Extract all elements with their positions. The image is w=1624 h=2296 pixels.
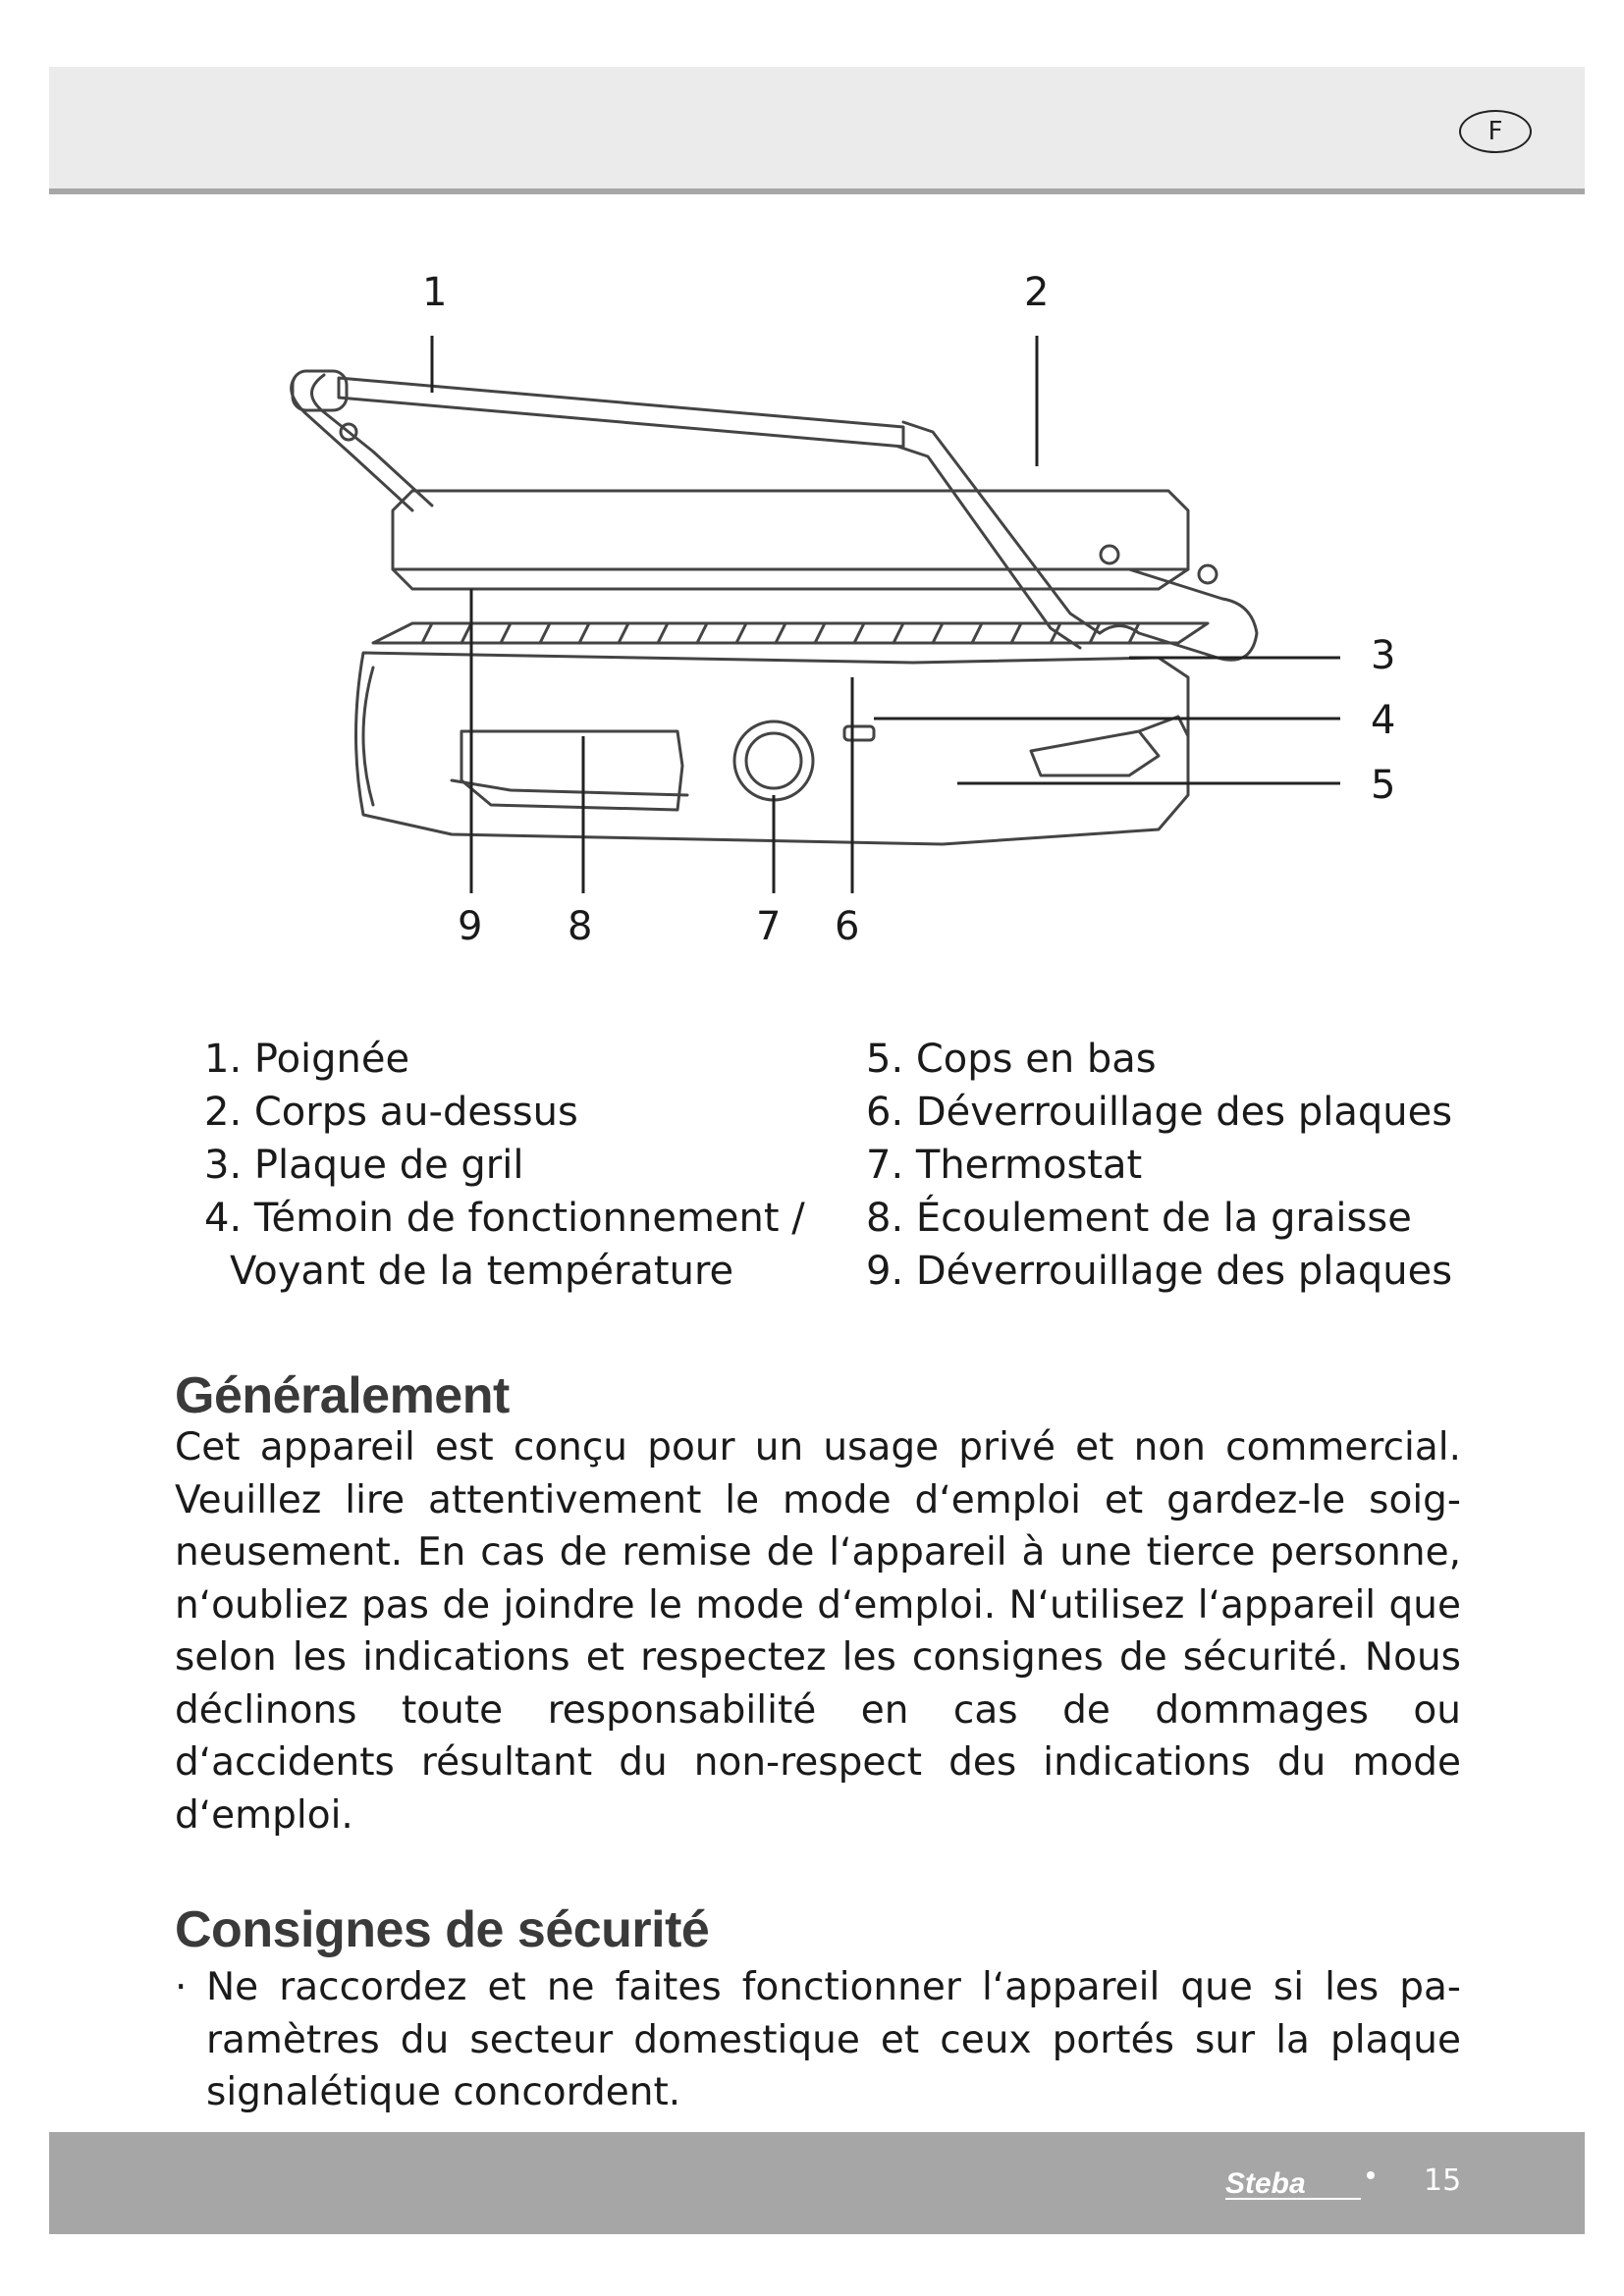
legend-item: 6. Déverrouillage des plaques <box>866 1090 1453 1135</box>
callout-label-5: 5 <box>1371 763 1396 808</box>
callout-label-8: 8 <box>568 904 593 949</box>
callout-label-6: 6 <box>835 904 860 949</box>
legend-right-column <box>866 1033 1452 1298</box>
brand-logo-text: Steba <box>1225 2167 1306 2200</box>
legend-item: 4. Témoin de fonctionnement / <box>204 1196 805 1241</box>
safety-item-text: Ne raccordez et ne faites fonctionner l‘appareil que si les paramètres du secteur domestique et ceux portés sur la plaque signalétique concordent. <box>206 1965 1461 2114</box>
language-badge: F <box>1459 110 1532 153</box>
legend-item: 9. Déverrouillage des plaques <box>866 1249 1453 1294</box>
legend-item: 2. Corps au-dessus <box>204 1090 578 1135</box>
legend-item: 8. Écoulement de la graisse <box>866 1196 1412 1241</box>
callout-lines <box>432 336 1340 893</box>
grill-diagram <box>0 245 1624 991</box>
callout-label-4: 4 <box>1371 698 1396 743</box>
callout-label-3: 3 <box>1371 633 1396 678</box>
legend-item: 1. Poignée <box>204 1037 410 1082</box>
brand-logo <box>1223 2165 1380 2209</box>
callout-label-7: 7 <box>756 904 782 949</box>
grill-drawing <box>292 371 1257 844</box>
safety-list-item <box>175 1961 1461 2119</box>
legend-left-column <box>204 1033 805 1298</box>
legend-item: 5. Cops en bas <box>866 1037 1157 1082</box>
general-paragraph: Cet appareil est conçu pour un usage privé et non commercial. Veuillez lire attentivement le mode d‘emploi et gardez-le soigneusement. En cas de remise de l‘appareil à une tierce personne, n‘oubliez pas de joindre le mode d‘emploi. N‘utilisez l‘appareil que selon les indications et respectez les consignes de sécurité. Nous déclinons toute responsabilité en cas de dommages ou d‘accidents résultant du non-respect des indications du mode d‘emploi. <box>175 1425 1461 1838</box>
legend-item: 7. Thermostat <box>866 1143 1143 1188</box>
header-bar <box>49 67 1585 194</box>
callout-label-1: 1 <box>422 270 448 315</box>
bullet-icon: · <box>175 1965 188 2009</box>
page-number: 15 <box>1424 2163 1462 2198</box>
callout-label-2: 2 <box>1024 270 1050 315</box>
legend-item: 3. Plaque de gril <box>204 1143 524 1188</box>
legend-item-continuation: Voyant de la température <box>230 1249 734 1294</box>
section-title-safety: Consignes de sécurité <box>175 1901 710 1958</box>
section-title-general: Généralement <box>175 1367 510 1424</box>
callout-label-9: 9 <box>458 904 483 949</box>
